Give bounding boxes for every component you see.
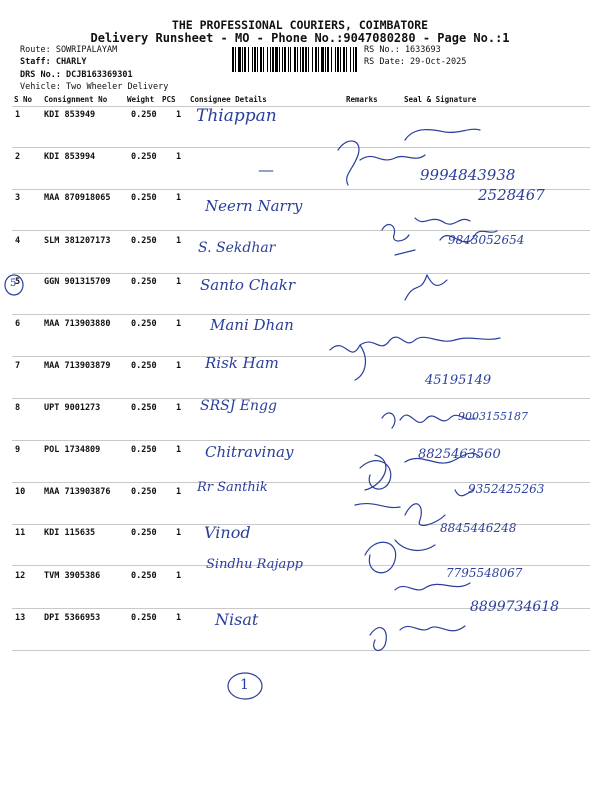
row-sno: 1 <box>15 110 21 120</box>
company-title: THE PROFESSIONAL COURIERS, COIMBATORE <box>171 18 429 32</box>
col-consignee: Consignee Details <box>190 95 267 104</box>
barcode-bar <box>312 47 313 72</box>
circled-row-mark: 5 <box>10 278 17 289</box>
col-weight: Weight <box>127 95 155 104</box>
barcode-bar <box>257 47 258 72</box>
barcode-bar <box>302 47 304 72</box>
row-seal-handwriting: 9003155187 <box>458 410 528 423</box>
barcode-bar <box>252 47 253 72</box>
row-consignee-handwriting: Mani Dhan <box>210 316 294 334</box>
barcode-bar <box>288 47 289 72</box>
row-consignee-handwriting: Neern Narry <box>205 197 303 215</box>
col-seal-signature: Seal & Signature <box>404 95 477 104</box>
row-pcs: 1 <box>176 361 182 371</box>
row-pcs: 1 <box>176 487 182 497</box>
row-pcs: 1 <box>176 528 182 538</box>
row-consignee-handwriting: Santo Chakr <box>200 276 296 294</box>
row-pcs: 1 <box>176 277 182 287</box>
barcode-bar <box>350 47 351 72</box>
row-weight: 0.250 <box>131 193 157 203</box>
row-pcs: 1 <box>176 152 182 162</box>
row-consignment-no: MAA 713903876 <box>44 487 111 497</box>
signature-row12 <box>395 583 470 590</box>
row-sno: 6 <box>15 319 21 329</box>
rs-date: RS Date: 29-Oct-2025 <box>364 57 467 67</box>
row-weight: 0.250 <box>131 361 157 371</box>
barcode-bar <box>346 47 347 72</box>
col-sno: S No <box>14 95 33 104</box>
runsheet-subtitle: Delivery Runsheet - MO - Phone No.:9047080280 - Page No.:1 <box>90 31 510 45</box>
barcode-bar <box>254 47 256 72</box>
row-seal-handwriting: 45195149 <box>425 373 492 388</box>
row-sno: 13 <box>15 613 26 623</box>
row-consignment-no: POL 1734809 <box>44 445 101 455</box>
row-consignment-no: DPI 5366953 <box>44 613 101 623</box>
barcode-bar <box>242 47 243 72</box>
barcode-bar <box>290 47 291 72</box>
row-pcs: 1 <box>176 236 182 246</box>
row-divider <box>12 398 590 399</box>
row-divider <box>12 356 590 357</box>
row-sno: 2 <box>15 152 21 162</box>
barcode-bar <box>340 47 341 72</box>
col-pcs: PCS <box>162 95 176 104</box>
barcode-bar <box>300 47 301 72</box>
row-seal-handwriting: 8845446248 <box>440 521 517 535</box>
barcode <box>232 47 358 72</box>
row-weight: 0.250 <box>131 613 157 623</box>
barcode-bar <box>282 47 283 72</box>
barcode-bar <box>244 47 246 72</box>
row-consignment-no: KDI 115635 <box>44 528 96 538</box>
row-consignment-no: MAA 713903879 <box>44 361 111 371</box>
barcode-bar <box>279 47 280 72</box>
row-pcs: 1 <box>176 110 182 120</box>
barcode-bar <box>337 47 339 72</box>
signature-row11 <box>365 540 435 573</box>
barcode-bar <box>327 47 329 72</box>
row-pcs: 1 <box>176 613 182 623</box>
row-divider <box>12 440 590 441</box>
barcode-bar <box>275 47 278 72</box>
row-weight: 0.250 <box>131 319 157 329</box>
row-consignment-no: MAA 713903880 <box>44 319 111 329</box>
barcode-bar <box>238 47 241 72</box>
barcode-bar <box>297 47 298 72</box>
row-consignee-handwriting: Risk Ham <box>205 354 279 372</box>
row-consignee-handwriting: Nisat <box>215 610 259 629</box>
row-sno: 3 <box>15 193 21 203</box>
row-weight: 0.250 <box>131 152 157 162</box>
barcode-bar <box>308 47 309 72</box>
circled-count: 1 <box>240 677 249 693</box>
vehicle-label: Vehicle: Two Wheeler Delivery <box>20 82 169 92</box>
row-weight: 0.250 <box>131 528 157 538</box>
row-consignment-no: GGN 901315709 <box>44 277 111 287</box>
row-sno: 7 <box>15 361 21 371</box>
row-divider <box>12 230 590 231</box>
barcode-bar <box>294 47 296 72</box>
row-consignee-handwriting: Vinod <box>204 523 251 542</box>
row-sno: 12 <box>15 571 26 581</box>
barcode-bar <box>270 47 271 72</box>
barcode-bar <box>315 47 317 72</box>
row-consignment-no: UPT 9001273 <box>44 403 101 413</box>
row-consignee-handwriting: Chitravinay <box>205 443 294 461</box>
row-sno: 4 <box>15 236 21 246</box>
row-seal-handwriting: 7795548067 <box>446 566 523 580</box>
row-seal-handwriting: 9352425263 <box>468 482 545 496</box>
barcode-bar <box>305 47 307 72</box>
row-pcs: 1 <box>176 403 182 413</box>
row-divider <box>12 147 590 148</box>
barcode-bar <box>321 47 324 72</box>
row-weight: 0.250 <box>131 277 157 287</box>
header-divider <box>12 106 590 107</box>
row-pcs: 1 <box>176 319 182 329</box>
row-seal-handwriting: 2528467 <box>478 186 545 204</box>
rs-number: RS No.: 1633693 <box>364 45 441 55</box>
row-weight: 0.250 <box>131 445 157 455</box>
row-weight: 0.250 <box>131 236 157 246</box>
row-divider <box>12 650 590 651</box>
row-pcs: 1 <box>176 571 182 581</box>
staff-label: Staff: CHARLY <box>20 57 87 67</box>
drs-number: DRS No.: DCJB163369301 <box>20 70 133 80</box>
row-sno: 10 <box>15 487 26 497</box>
row-consignment-no: MAA 870918065 <box>44 193 111 203</box>
row-consignee-handwriting: Sindhu Rajapp <box>206 557 303 572</box>
barcode-bar <box>331 47 332 72</box>
row-consignment-no: KDI 853994 <box>44 152 96 162</box>
row-consignee-handwriting: Rr Santhik <box>197 480 268 495</box>
row-divider <box>12 273 590 274</box>
row-sno: 11 <box>15 528 26 538</box>
col-consignment: Consignment No <box>44 95 108 104</box>
barcode-bar <box>263 47 264 72</box>
barcode-bar <box>325 47 326 72</box>
row-consignment-no: SLM 381207173 <box>44 236 111 246</box>
row-weight: 0.250 <box>131 571 157 581</box>
col-remarks: Remarks <box>346 95 378 104</box>
row-consignee-handwriting: SRSJ Engg <box>200 398 277 414</box>
row-seal-handwriting: 9843052654 <box>448 233 525 247</box>
row-sno: 8 <box>15 403 21 413</box>
row-weight: 0.250 <box>131 487 157 497</box>
barcode-bar <box>335 47 336 72</box>
row-sno: 9 <box>15 445 21 455</box>
barcode-bar <box>260 47 262 72</box>
barcode-bar <box>272 47 274 72</box>
row-consignee-handwriting: — <box>258 160 274 179</box>
row-seal-handwriting: 9994843938 <box>420 166 516 184</box>
barcode-bar <box>232 47 234 72</box>
row-seal-handwriting: 8899734618 <box>470 599 560 615</box>
barcode-bar <box>318 47 319 72</box>
row-consignee-handwriting: Thiappan <box>196 106 277 126</box>
row-divider <box>12 314 590 315</box>
row-weight: 0.250 <box>131 403 157 413</box>
barcode-bar <box>248 47 249 72</box>
row-consignment-no: TVM 3905386 <box>44 571 101 581</box>
row-seal-handwriting: 8825463560 <box>418 447 501 462</box>
barcode-bar <box>353 47 354 72</box>
row-pcs: 1 <box>176 445 182 455</box>
barcode-bar <box>284 47 286 72</box>
barcode-bar <box>235 47 236 72</box>
row-weight: 0.250 <box>131 110 157 120</box>
row-pcs: 1 <box>176 193 182 203</box>
route-label: Route: SOWRIPALAYAM <box>20 45 118 55</box>
barcode-bar <box>355 47 357 72</box>
row-sno: 5 <box>15 277 21 287</box>
barcode-bar <box>343 47 345 72</box>
barcode-bar <box>267 47 268 72</box>
row-consignment-no: KDI 853949 <box>44 110 96 120</box>
signature-row13 <box>370 626 465 650</box>
signature-row5 <box>405 275 447 300</box>
row-consignee-handwriting: S. Sekdhar <box>198 240 276 256</box>
